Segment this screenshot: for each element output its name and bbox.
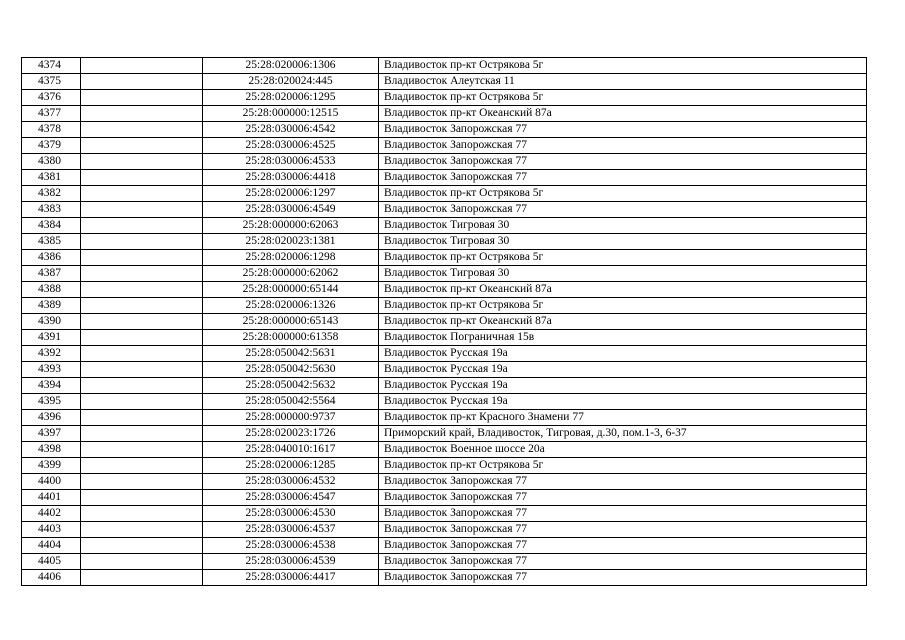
row-number-cell: 4382: [22, 186, 81, 202]
empty-cell: [81, 218, 203, 234]
table-row: [22, 410, 867, 426]
table-row: [22, 394, 867, 410]
row-number-cell: 4389: [22, 298, 81, 314]
row-number-cell: 4390: [22, 314, 81, 330]
empty-cell: [81, 362, 203, 378]
address-cell: Владивосток пр-кт Острякова 5г: [379, 90, 867, 106]
table-row: [22, 330, 867, 346]
row-number-cell: 4384: [22, 218, 81, 234]
empty-cell: [81, 506, 203, 522]
cadastral-number-cell: 25:28:000000:62063: [203, 218, 379, 234]
empty-cell: [81, 490, 203, 506]
address-cell: Владивосток пр-кт Океанский 87а: [379, 106, 867, 122]
empty-cell: [81, 346, 203, 362]
empty-cell: [81, 554, 203, 570]
empty-cell: [81, 266, 203, 282]
row-number-cell: 4404: [22, 538, 81, 554]
empty-cell: [81, 298, 203, 314]
row-number-cell: 4385: [22, 234, 81, 250]
row-number-cell: 4402: [22, 506, 81, 522]
address-cell: Владивосток Запорожская 77: [379, 538, 867, 554]
address-cell: Владивосток пр-кт Острякова 5г: [379, 186, 867, 202]
address-cell: Владивосток пр-кт Острякова 5г: [379, 58, 867, 74]
registry-table-body: [22, 58, 867, 586]
cadastral-number-cell: 25:28:030006:4525: [203, 138, 379, 154]
table-row: [22, 170, 867, 186]
address-cell: Владивосток Запорожская 77: [379, 202, 867, 218]
address-cell: Владивосток Запорожская 77: [379, 122, 867, 138]
cadastral-number-cell: 25:28:020023:1726: [203, 426, 379, 442]
row-number-cell: 4387: [22, 266, 81, 282]
table-row: [22, 202, 867, 218]
row-number-cell: 4399: [22, 458, 81, 474]
cadastral-number-cell: 25:28:030006:4539: [203, 554, 379, 570]
cadastral-number-cell: 25:28:020006:1326: [203, 298, 379, 314]
empty-cell: [81, 186, 203, 202]
empty-cell: [81, 410, 203, 426]
cadastral-number-cell: 25:28:050042:5631: [203, 346, 379, 362]
address-cell: Владивосток Русская 19а: [379, 362, 867, 378]
row-number-cell: 4381: [22, 170, 81, 186]
empty-cell: [81, 394, 203, 410]
cadastral-number-cell: 25:28:030006:4417: [203, 570, 379, 586]
row-number-cell: 4398: [22, 442, 81, 458]
table-row: [22, 186, 867, 202]
empty-cell: [81, 458, 203, 474]
row-number-cell: 4383: [22, 202, 81, 218]
row-number-cell: 4397: [22, 426, 81, 442]
table-row: [22, 58, 867, 74]
address-cell: Владивосток пр-кт Острякова 5г: [379, 458, 867, 474]
cadastral-number-cell: 25:28:020023:1381: [203, 234, 379, 250]
address-cell: Владивосток Запорожская 77: [379, 138, 867, 154]
empty-cell: [81, 138, 203, 154]
table-row: [22, 282, 867, 298]
cadastral-number-cell: 25:28:000000:65143: [203, 314, 379, 330]
row-number-cell: 4374: [22, 58, 81, 74]
address-cell: Приморский край, Владивосток, Тигровая, д.30, пом.1-3, 6-37: [379, 426, 867, 442]
table-row: [22, 138, 867, 154]
table-row: [22, 554, 867, 570]
cadastral-number-cell: 25:28:030006:4538: [203, 538, 379, 554]
empty-cell: [81, 314, 203, 330]
table-row: [22, 506, 867, 522]
table-row: [22, 250, 867, 266]
table-row: [22, 570, 867, 586]
cadastral-number-cell: 25:28:040010:1617: [203, 442, 379, 458]
cadastral-number-cell: 25:28:030006:4547: [203, 490, 379, 506]
empty-cell: [81, 106, 203, 122]
empty-cell: [81, 570, 203, 586]
address-cell: Владивосток Алеутская 11: [379, 74, 867, 90]
table-row: [22, 442, 867, 458]
row-number-cell: 4377: [22, 106, 81, 122]
table-row: [22, 266, 867, 282]
table-row: [22, 154, 867, 170]
address-cell: Владивосток Запорожская 77: [379, 490, 867, 506]
table-row: [22, 458, 867, 474]
address-cell: Владивосток Тигровая 30: [379, 234, 867, 250]
empty-cell: [81, 58, 203, 74]
cadastral-number-cell: 25:28:020006:1297: [203, 186, 379, 202]
address-cell: Владивосток Тигровая 30: [379, 218, 867, 234]
row-number-cell: 4375: [22, 74, 81, 90]
address-cell: Владивосток пр-кт Океанский 87а: [379, 282, 867, 298]
address-cell: Владивосток Русская 19а: [379, 378, 867, 394]
empty-cell: [81, 442, 203, 458]
row-number-cell: 4400: [22, 474, 81, 490]
cadastral-number-cell: 25:28:030006:4542: [203, 122, 379, 138]
table-row: [22, 346, 867, 362]
table-row: [22, 298, 867, 314]
property-registry-table: [21, 57, 867, 586]
address-cell: Владивосток пр-кт Острякова 5г: [379, 298, 867, 314]
cadastral-number-cell: 25:28:030006:4533: [203, 154, 379, 170]
empty-cell: [81, 426, 203, 442]
cadastral-number-cell: 25:28:030006:4418: [203, 170, 379, 186]
empty-cell: [81, 282, 203, 298]
address-cell: Владивосток Пограничная 15в: [379, 330, 867, 346]
cadastral-number-cell: 25:28:020006:1285: [203, 458, 379, 474]
row-number-cell: 4386: [22, 250, 81, 266]
empty-cell: [81, 122, 203, 138]
address-cell: Владивосток Русская 19а: [379, 346, 867, 362]
empty-cell: [81, 202, 203, 218]
empty-cell: [81, 234, 203, 250]
empty-cell: [81, 522, 203, 538]
table-row: [22, 474, 867, 490]
cadastral-number-cell: 25:28:020024:445: [203, 74, 379, 90]
table-row: [22, 106, 867, 122]
cadastral-number-cell: 25:28:000000:9737: [203, 410, 379, 426]
empty-cell: [81, 90, 203, 106]
row-number-cell: 4392: [22, 346, 81, 362]
table-row: [22, 426, 867, 442]
address-cell: Владивосток Запорожская 77: [379, 170, 867, 186]
table-row: [22, 90, 867, 106]
table-row: [22, 490, 867, 506]
cadastral-number-cell: 25:28:000000:12515: [203, 106, 379, 122]
address-cell: Владивосток Запорожская 77: [379, 474, 867, 490]
cadastral-number-cell: 25:28:020006:1306: [203, 58, 379, 74]
address-cell: Владивосток Военное шоссе 20а: [379, 442, 867, 458]
empty-cell: [81, 250, 203, 266]
empty-cell: [81, 170, 203, 186]
row-number-cell: 4396: [22, 410, 81, 426]
row-number-cell: 4401: [22, 490, 81, 506]
address-cell: Владивосток пр-кт Красного Знамени 77: [379, 410, 867, 426]
table-row: [22, 378, 867, 394]
row-number-cell: 4380: [22, 154, 81, 170]
cadastral-number-cell: 25:28:050042:5564: [203, 394, 379, 410]
cadastral-number-cell: 25:28:030006:4532: [203, 474, 379, 490]
table-row: [22, 74, 867, 90]
cadastral-number-cell: 25:28:030006:4549: [203, 202, 379, 218]
address-cell: Владивосток Запорожская 77: [379, 506, 867, 522]
table-row: [22, 234, 867, 250]
empty-cell: [81, 154, 203, 170]
table-row: [22, 362, 867, 378]
table-row: [22, 522, 867, 538]
cadastral-number-cell: 25:28:030006:4537: [203, 522, 379, 538]
cadastral-number-cell: 25:28:000000:65144: [203, 282, 379, 298]
address-cell: Владивосток Запорожская 77: [379, 570, 867, 586]
row-number-cell: 4393: [22, 362, 81, 378]
cadastral-number-cell: 25:28:050042:5632: [203, 378, 379, 394]
address-cell: Владивосток пр-кт Острякова 5г: [379, 250, 867, 266]
address-cell: Владивосток пр-кт Океанский 87а: [379, 314, 867, 330]
cadastral-number-cell: 25:28:030006:4530: [203, 506, 379, 522]
table-row: [22, 122, 867, 138]
cadastral-number-cell: 25:28:020006:1298: [203, 250, 379, 266]
row-number-cell: 4406: [22, 570, 81, 586]
empty-cell: [81, 378, 203, 394]
row-number-cell: 4403: [22, 522, 81, 538]
row-number-cell: 4376: [22, 90, 81, 106]
address-cell: Владивосток Русская 19а: [379, 394, 867, 410]
cadastral-number-cell: 25:28:000000:62062: [203, 266, 379, 282]
table-row: [22, 218, 867, 234]
address-cell: Владивосток Запорожская 77: [379, 522, 867, 538]
empty-cell: [81, 74, 203, 90]
empty-cell: [81, 330, 203, 346]
table-row: [22, 314, 867, 330]
empty-cell: [81, 474, 203, 490]
address-cell: Владивосток Запорожская 77: [379, 554, 867, 570]
table-row: [22, 538, 867, 554]
address-cell: Владивосток Тигровая 30: [379, 266, 867, 282]
row-number-cell: 4395: [22, 394, 81, 410]
row-number-cell: 4405: [22, 554, 81, 570]
row-number-cell: 4394: [22, 378, 81, 394]
empty-cell: [81, 538, 203, 554]
row-number-cell: 4388: [22, 282, 81, 298]
row-number-cell: 4391: [22, 330, 81, 346]
row-number-cell: 4379: [22, 138, 81, 154]
row-number-cell: 4378: [22, 122, 81, 138]
cadastral-number-cell: 25:28:020006:1295: [203, 90, 379, 106]
address-cell: Владивосток Запорожская 77: [379, 154, 867, 170]
cadastral-number-cell: 25:28:000000:61358: [203, 330, 379, 346]
cadastral-number-cell: 25:28:050042:5630: [203, 362, 379, 378]
